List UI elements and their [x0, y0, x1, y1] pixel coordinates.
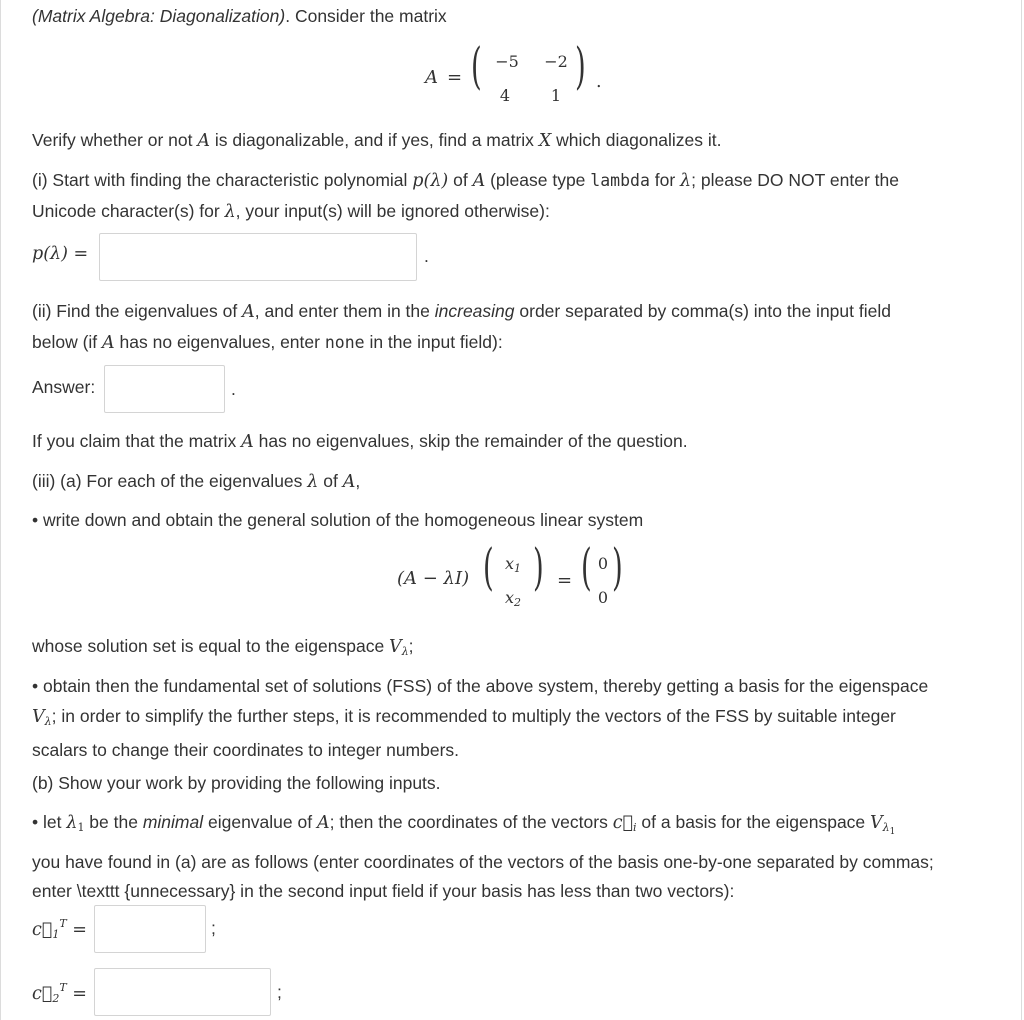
- text: which diagonalizes it.: [551, 130, 722, 150]
- text: is diagonalizable, and if yes, find a matrix: [210, 130, 539, 150]
- part3a-heading: [32, 467, 997, 498]
- math-a: A: [197, 131, 211, 151]
- right-paren-icon: ): [612, 538, 623, 596]
- matrix-cell: 4: [499, 86, 511, 105]
- text: , your input(s) will be ignored otherwise):: [235, 200, 550, 221]
- c2-subscript: 2: [52, 992, 60, 1005]
- math-a: A: [472, 171, 486, 191]
- left-paren-icon: (: [581, 538, 592, 596]
- matrix-cell: 1: [550, 86, 562, 105]
- verify-text: [32, 126, 997, 157]
- matrix-name: A: [425, 67, 438, 88]
- part1-instructions: [32, 166, 997, 227]
- math-lambda: λ: [307, 472, 319, 492]
- text: for: [649, 170, 681, 190]
- math-a: A: [242, 302, 255, 322]
- emphasis-text: minimal: [142, 812, 204, 832]
- right-paren-icon: ): [533, 538, 544, 596]
- text: whose solution set is equal to the eigenspace: [32, 636, 390, 656]
- eigenvalues-after: .: [231, 379, 236, 399]
- v-subsubscript: 1: [889, 827, 896, 837]
- c2-after: ;: [277, 982, 282, 1002]
- text: (i) Start with finding the characteristic polynomial: [32, 170, 413, 190]
- c1-subscript: 1: [52, 928, 60, 941]
- zero-entry: 0: [597, 554, 609, 573]
- text: • let: [32, 812, 67, 832]
- c1-coordinates-input[interactable]: [94, 905, 206, 953]
- c1-superscript: T: [59, 917, 67, 930]
- c-subscript: i: [633, 821, 637, 834]
- char-poly-after: .: [424, 246, 429, 266]
- code-none: none: [324, 332, 365, 352]
- eigenvalues-input[interactable]: [104, 365, 225, 413]
- v-subscript: λ: [44, 714, 52, 728]
- matrix-cell: −2: [544, 52, 568, 71]
- v-subscript: λ: [882, 821, 890, 834]
- math-x: X: [538, 131, 552, 151]
- math-lambda: λ: [224, 201, 236, 222]
- c2-superscript: T: [59, 981, 67, 994]
- claim-text: [32, 427, 997, 458]
- bullet-fss: [32, 672, 997, 766]
- math-lambda: λ: [66, 813, 78, 833]
- text: If you claim that the matrix: [32, 431, 242, 451]
- char-poly-input[interactable]: [99, 233, 417, 281]
- code-lambda: lambda: [590, 171, 650, 190]
- vector-x1: [505, 554, 521, 575]
- c2-symbol: c⃗: [32, 984, 53, 1004]
- right-paren-icon: ): [575, 37, 586, 95]
- vector-x2: [505, 588, 521, 609]
- math-p-lambda: p(λ): [412, 171, 449, 191]
- c2-equals: =: [72, 984, 87, 1004]
- text: you have found in (a) are as follows (enter coordinates of the vectors of the basis one-by-one separated by commas;: [32, 851, 934, 872]
- text: Unicode character(s) for: [32, 200, 225, 221]
- intro-lead-text: . Consider the matrix: [285, 6, 447, 26]
- text: ; please DO NOT enter the: [691, 170, 899, 190]
- matrix-equals: =: [447, 67, 463, 88]
- answer-label: Answer:: [32, 377, 96, 397]
- text: below (if: [32, 331, 103, 352]
- left-paren-icon: (: [483, 538, 494, 596]
- math-v: V: [32, 706, 45, 727]
- x2-subscript: 2: [514, 596, 522, 609]
- c2-coordinates-input[interactable]: [94, 968, 271, 1016]
- text: ; then the coordinates of the vectors: [329, 812, 613, 832]
- text: in the input field):: [364, 331, 503, 352]
- text: ;: [408, 636, 414, 656]
- system-equals: =: [557, 570, 573, 591]
- text: (please type: [485, 170, 591, 190]
- text: has no eigenvalues, enter: [114, 331, 325, 352]
- math-v: V: [389, 637, 402, 657]
- math-a: A: [102, 332, 115, 353]
- text: (ii) Find the eigenvalues of: [32, 301, 243, 321]
- v-subscript: λ: [401, 645, 409, 658]
- text: of a basis for the eigenspace: [636, 812, 871, 832]
- x1-symbol: x: [505, 554, 515, 573]
- zero-entry: 0: [597, 588, 609, 607]
- text: of: [448, 170, 473, 190]
- text: order separated by comma(s) into the input field: [514, 301, 891, 321]
- math-a: A: [342, 472, 356, 492]
- text: (iii) (a) For each of the eigenvalues: [32, 471, 308, 491]
- c1-label: [32, 917, 87, 941]
- emphasis-text: increasing: [434, 301, 515, 321]
- c1-after: ;: [211, 918, 216, 938]
- solution-set-text: [32, 632, 997, 667]
- x1-subscript: 1: [514, 562, 522, 575]
- math-c-vector: c⃗: [612, 813, 634, 833]
- text: enter \texttt {unnecessary} in the second input field if your basis has less than two vectors):: [32, 881, 735, 901]
- text: ; in order to simplify the further steps, it is recommended to multiply the vectors of the FSS by suitable integer: [51, 705, 896, 726]
- math-a: A: [316, 813, 330, 833]
- text: has no eigenvalues, skip the remainder of the question.: [253, 431, 688, 451]
- text: , and enter them in the: [254, 301, 435, 321]
- lambda-subscript: 1: [77, 821, 85, 834]
- left-paren-icon: (: [471, 37, 482, 95]
- matrix-end: .: [596, 72, 602, 92]
- text: eigenvalue of: [203, 812, 317, 832]
- topic-text: (Matrix Algebra: Diagonalization): [32, 6, 286, 26]
- bullet-general-solution: • write down and obtain the general solution of the homogeneous linear system: [32, 510, 644, 530]
- part2-instructions: [32, 297, 997, 358]
- math-lambda: λ: [680, 171, 692, 191]
- text: ,: [355, 471, 361, 491]
- p-lambda-label: p(λ) =: [32, 244, 89, 264]
- matrix-cell: −5: [495, 52, 519, 71]
- text: • obtain then the fundamental set of solutions (FSS) of the above system, thereby getting a basis for the eigenspace: [32, 676, 929, 696]
- math-v: V: [870, 813, 883, 833]
- text: of: [318, 471, 343, 491]
- text: scalars to change their coordinates to integer numbers.: [32, 740, 460, 760]
- text: be the: [84, 812, 143, 832]
- part3b-heading: (b) Show your work by providing the following inputs.: [32, 773, 441, 793]
- intro-line: [32, 2, 997, 32]
- x2-symbol: x: [505, 588, 515, 607]
- bullet-basis-instructions: [32, 808, 997, 907]
- c2-label: [32, 981, 87, 1005]
- c1-symbol: c⃗: [32, 920, 53, 940]
- math-a: A: [241, 432, 254, 452]
- system-lhs: (A − λI): [397, 568, 470, 589]
- c1-equals: =: [72, 920, 87, 940]
- text: Verify whether or not: [32, 130, 198, 150]
